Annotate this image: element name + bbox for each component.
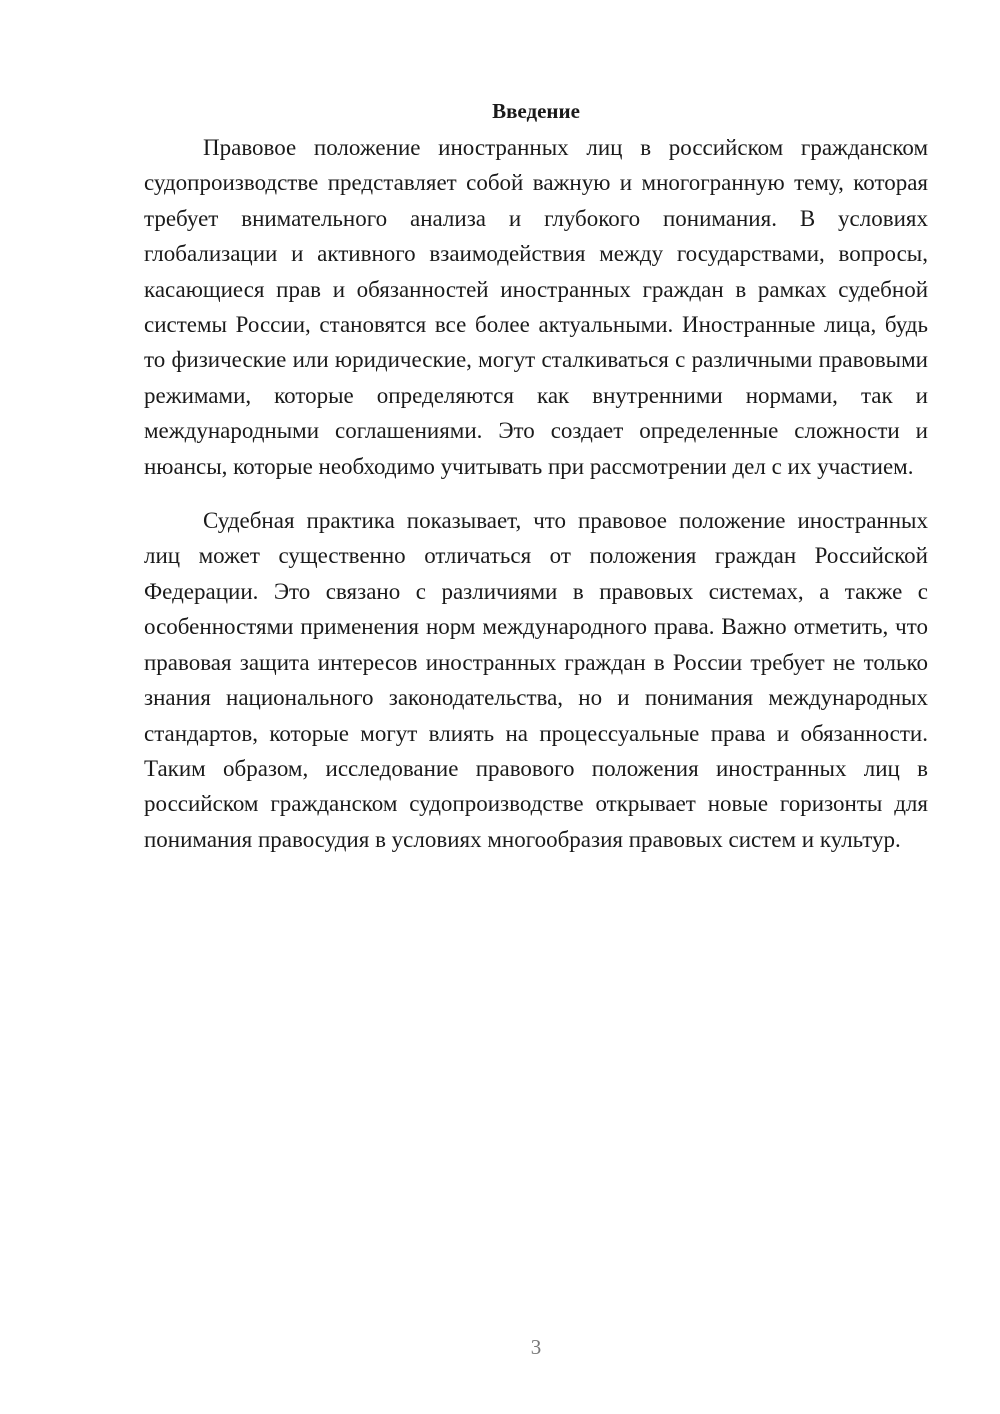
page-number: 3 (530, 1335, 542, 1359)
paragraph-1: Правовое положение иностранных лиц в российском гражданском судопроизводстве представляет собой важную и многогранную тему, которая требует внимательного анализа и глубокого понимания. В условиях глобализации и активного взаимодействия между государствами, вопросы, касающиеся прав и обязанностей иностранных граждан в рамках судебной системы России, становятся все более актуальными. Иностранные лица, будь то физические или юридические, могут сталкиваться с различными правовыми режимами, которые определяются как внутренними нормами, так и международными соглашениями. Это создает определенные сложности и нюансы, которые необходимо учитывать при рассмотрении дел с их участием. (144, 135, 928, 479)
page-body (144, 96, 928, 857)
section-heading: Введение (492, 99, 580, 123)
paragraph-2: Судебная практика показывает, что правовое положение иностранных лиц может существенно отличаться от положения граждан Российской Федерации. Это связано с различиями в правовых системах, а также с особенностями применения норм международного права. Важно отметить, что правовая защита интересов иностранных граждан в России требует не только знания национального законодательства, но и понимания международных стандартов, которые могут влиять на процессуальные права и обязанности. Таким образом, исследование правового положения иностранных лиц в российском гражданском судопроизводстве открывает новые горизонты для понимания правосудия в условиях многообразия правовых систем и культур. (144, 508, 928, 852)
